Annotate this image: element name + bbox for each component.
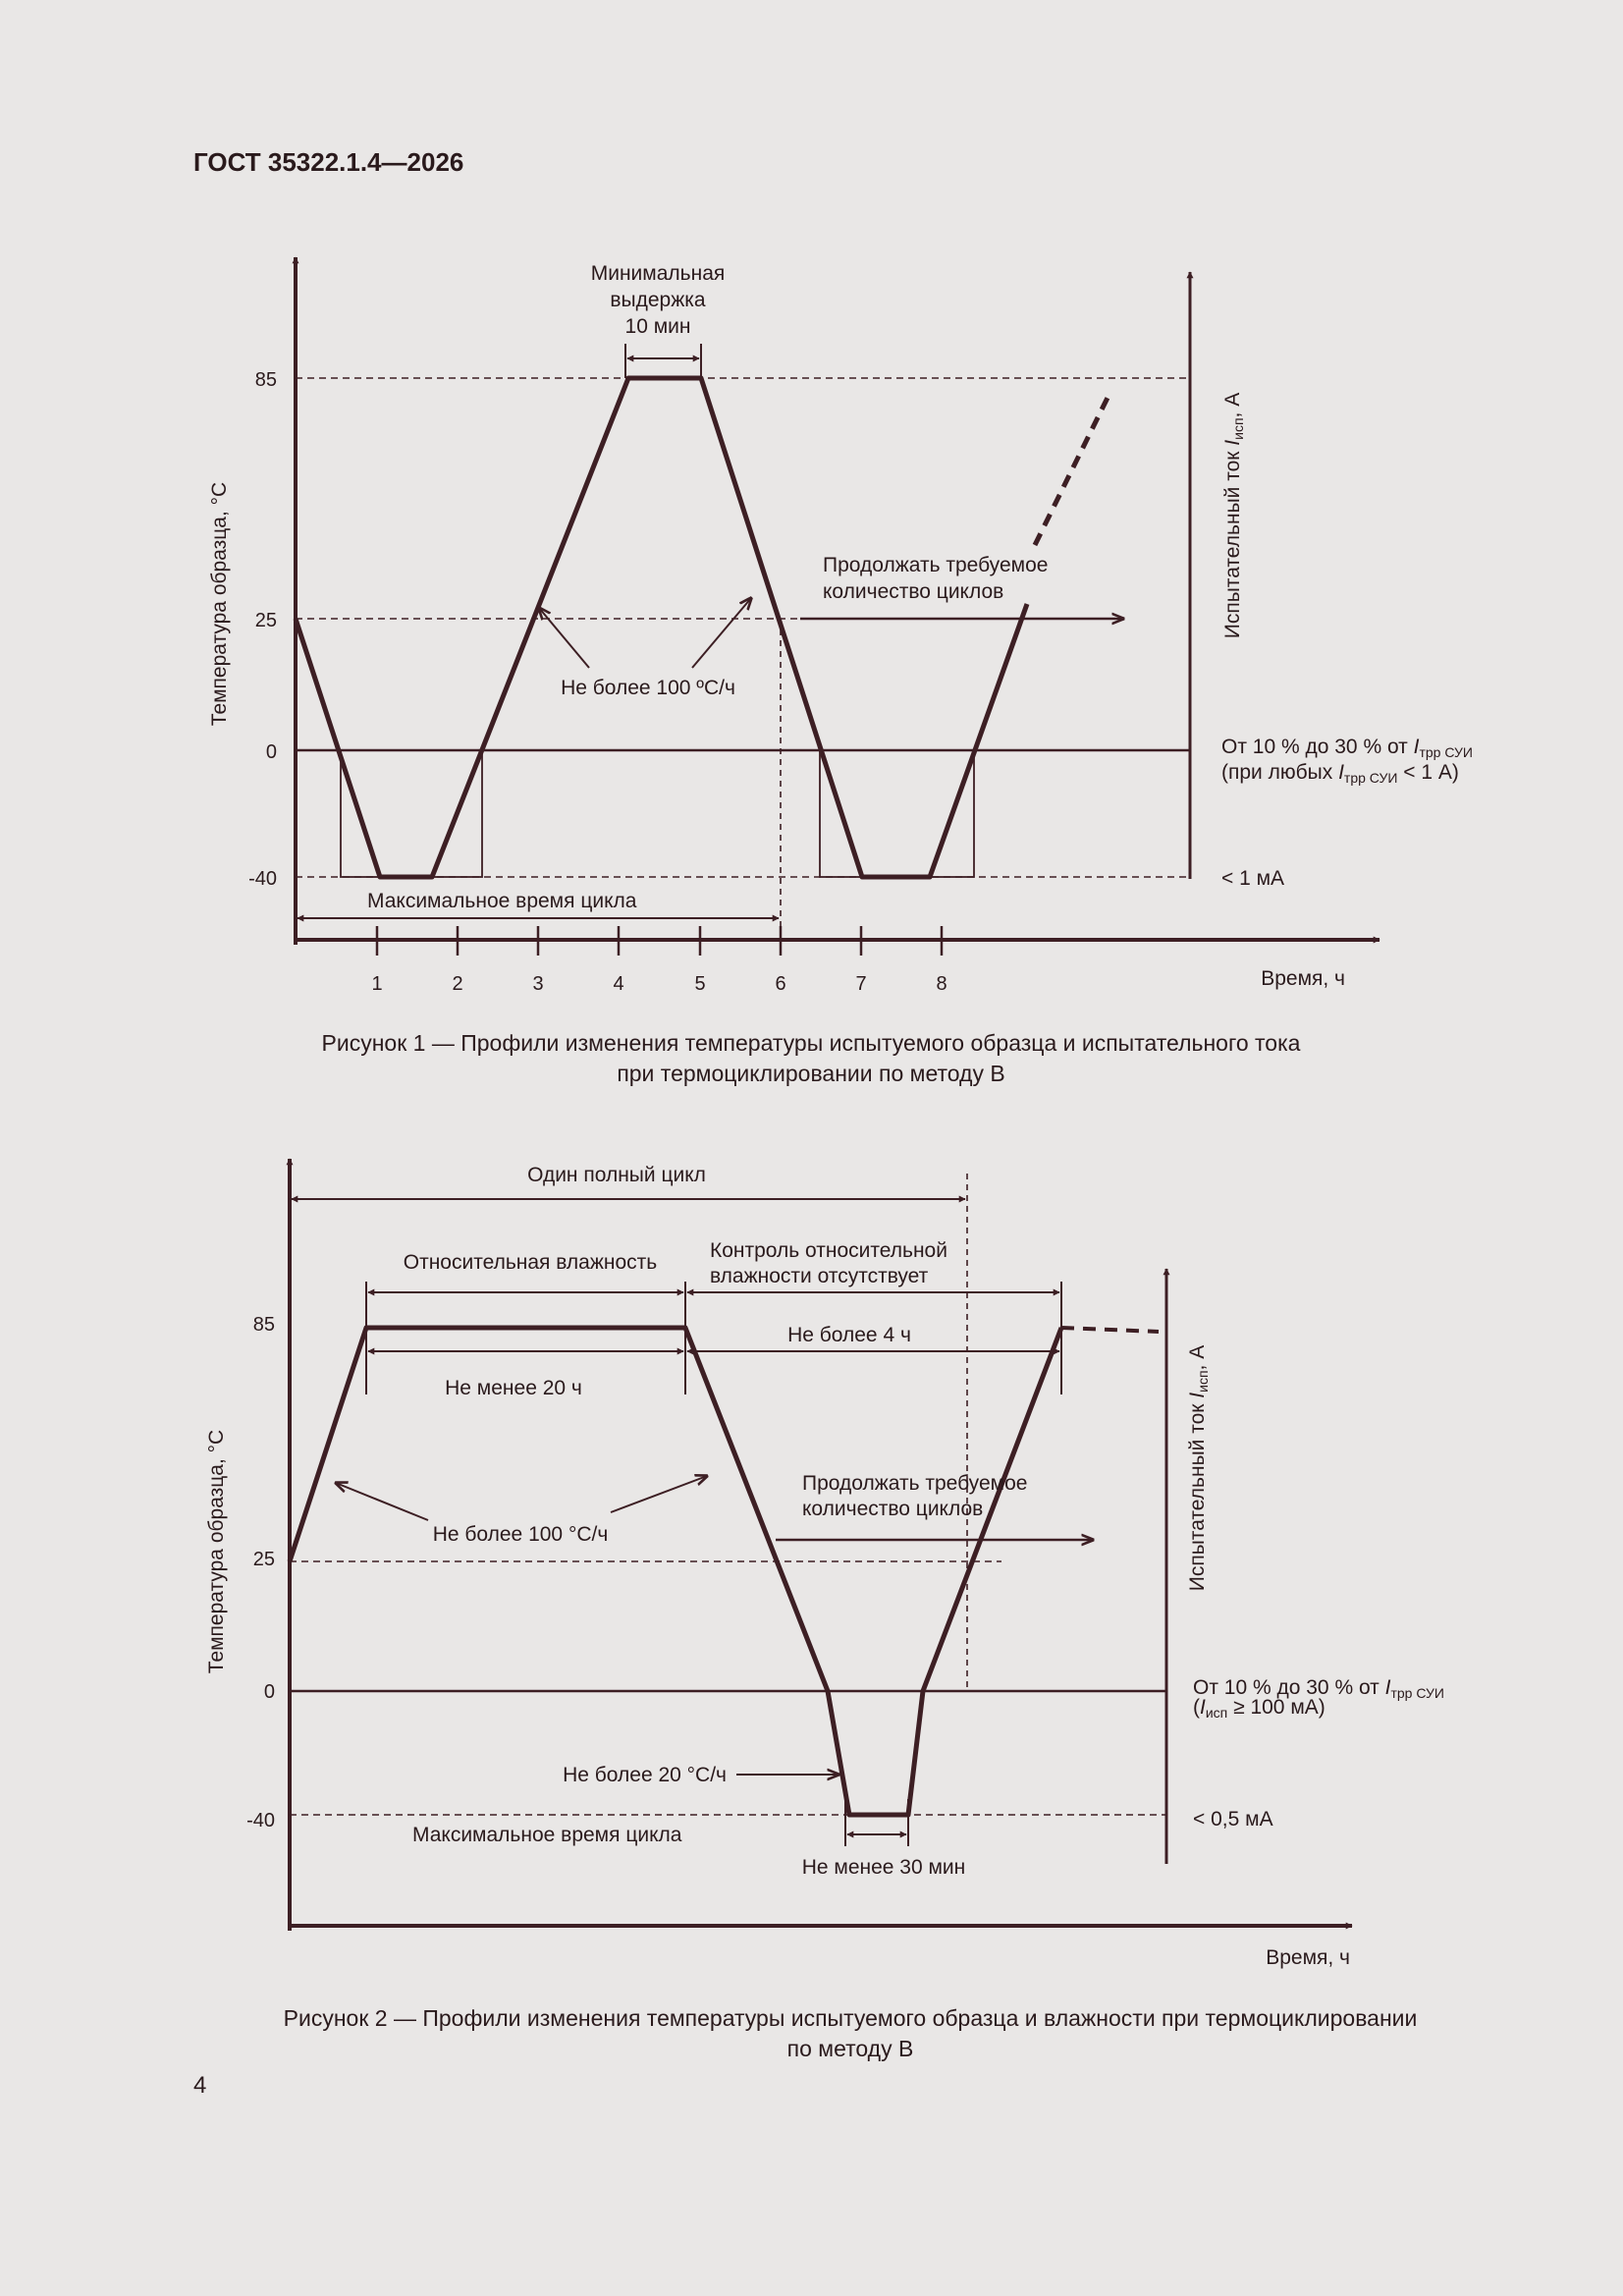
min-hold-line-2: выдержка: [610, 289, 706, 311]
rate-arrow-up: [539, 608, 589, 668]
y2-axis-label: Испытательный ток Iисп, А: [1186, 1344, 1211, 1592]
continue-note-line-1: Продолжать требуемое: [823, 554, 1049, 576]
no-humidity-line-2: влажности отсутствует: [710, 1265, 929, 1287]
x-axis-label: Время, ч: [1266, 1946, 1350, 1969]
temperature-continuation: [1035, 398, 1108, 545]
dimension-ticks: [366, 1282, 1061, 1846]
no-humidity-line-1: Контроль относительной: [710, 1239, 947, 1262]
page-number: 4: [193, 2072, 207, 2099]
rate-arrow-down: [692, 598, 751, 668]
rate-arrow-left: [336, 1483, 428, 1520]
x-tick-label-6: 6: [775, 973, 786, 995]
max-cycle-label: Максимальное время цикла: [367, 890, 637, 912]
figure-1-caption-line-2: при термоциклировании по методу В: [617, 1061, 1005, 1086]
figure-2-caption-line-1: Рисунок 2 — Профили изменения температуры испытуемого образца и влажности при термоциклировании: [283, 2005, 1418, 2031]
rate20-label: Не более 20 °С/ч: [563, 1764, 727, 1786]
current-range-line-1: От 10 % до 30 % от Iтрр СУИ: [1221, 736, 1473, 760]
x-tick-label-4: 4: [613, 973, 624, 995]
rate-arrow-right: [611, 1476, 707, 1512]
continue-note-line-2: количество циклов: [823, 580, 1004, 603]
min-30min-label: Не менее 30 мин: [801, 1856, 966, 1879]
current-pulse-1: [341, 750, 482, 877]
x-tick-label-7: 7: [855, 973, 867, 995]
y-tick-label-minus40: -40: [248, 868, 277, 890]
y-tick-label-85: 85: [254, 369, 277, 391]
continue-note-line-2: количество циклов: [802, 1498, 984, 1520]
temperature-profile: [296, 378, 1027, 877]
max-cycle-label: Максимальное время цикла: [412, 1824, 682, 1846]
x-tick-label-3: 3: [532, 973, 544, 995]
x-tick-label-5: 5: [694, 973, 706, 995]
x-tick-label-2: 2: [452, 973, 463, 995]
rate-note: Не более 100 °С/ч: [432, 1523, 609, 1546]
current-range-line-2: (при любых Iтрр СУИ < 1 А): [1221, 761, 1459, 786]
current-low-label: < 1 мА: [1221, 867, 1285, 890]
y-tick-label-85: 85: [252, 1314, 275, 1336]
min-hold-line-3: 10 мин: [624, 315, 691, 338]
temperature-profile: [290, 1328, 1061, 1815]
temperature-continuation: [1061, 1328, 1159, 1332]
min-hold-line-1: Минимальная: [590, 262, 726, 285]
figure-1: [208, 257, 1473, 1086]
current-range-line-1: От 10 % до 30 % от Iтрр СУИ: [1193, 1676, 1444, 1701]
rate-note: Не более 100 ºС/ч: [561, 677, 735, 699]
y-axis-label: Температура образца, °С: [205, 1429, 228, 1674]
x-tick-label-1: 1: [371, 973, 383, 995]
figure-2-caption-line-2: по методу В: [786, 2036, 914, 2061]
y-tick-label-25: 25: [252, 1549, 275, 1570]
humidity-label: Относительная влажность: [403, 1251, 658, 1274]
x-axis-label: Время, ч: [1261, 967, 1345, 990]
y-tick-label-minus40: -40: [246, 1810, 275, 1831]
x-tick-label-8: 8: [936, 973, 947, 995]
figure-1-caption-line-1: Рисунок 1 — Профили изменения температуры испытуемого образца и испытательного тока: [321, 1030, 1301, 1056]
max-4h-label: Не более 4 ч: [787, 1324, 911, 1346]
full-cycle-label: Один полный цикл: [527, 1164, 706, 1186]
y-tick-label-0: 0: [265, 741, 277, 763]
y-axis-label: Температура образца, °С: [208, 481, 231, 727]
document-header: ГОСТ 35322.1.4—2026: [193, 147, 464, 177]
min-20h-label: Не менее 20 ч: [445, 1377, 582, 1399]
continue-note-line-1: Продолжать требуемое: [802, 1472, 1028, 1495]
figure-2: [205, 1159, 1444, 2061]
current-range-line-2: (Iисп ≥ 100 мА): [1193, 1696, 1325, 1721]
y2-axis-label: Испытательный ток Iисп, А: [1221, 392, 1246, 639]
y-tick-label-25: 25: [254, 610, 277, 631]
current-low-label: < 0,5 мА: [1193, 1808, 1273, 1831]
y-tick-label-0: 0: [263, 1681, 275, 1703]
